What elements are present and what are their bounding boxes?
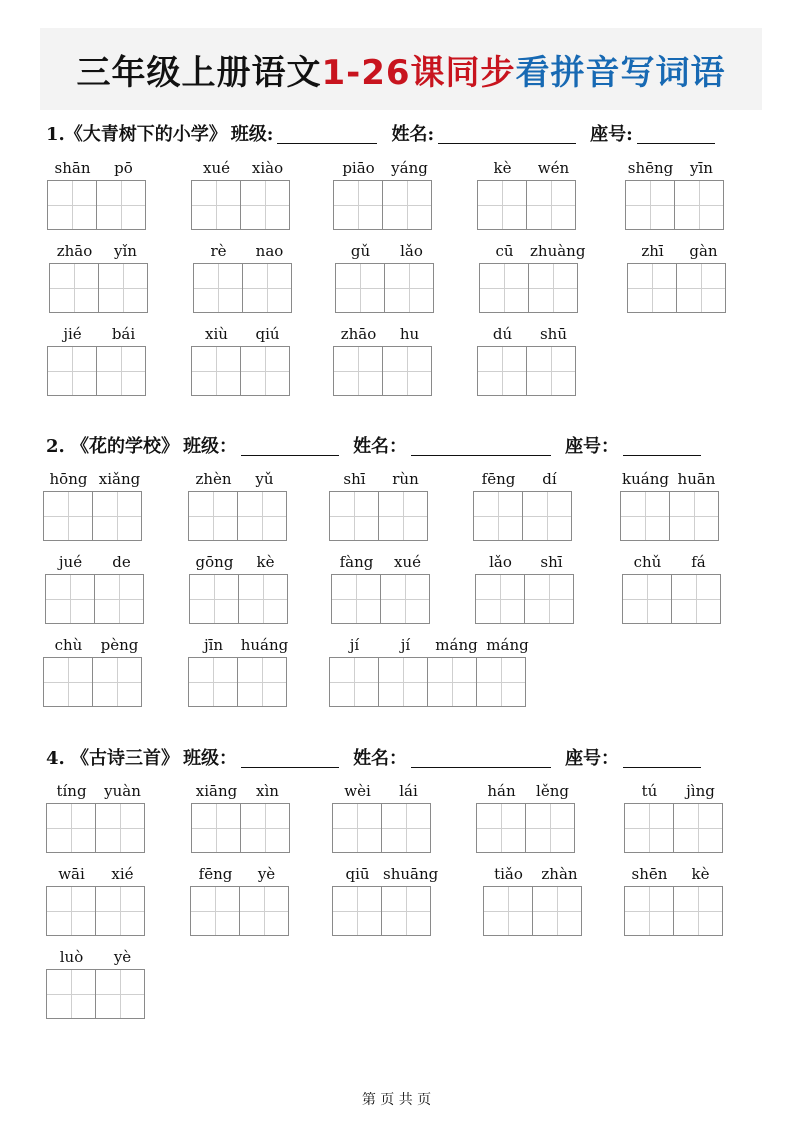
page-title-banner [40, 28, 762, 110]
pinyin-syllable: xiǎng [98, 470, 141, 488]
pinyin-syllable: jí [400, 636, 411, 654]
character-box[interactable] [378, 657, 428, 707]
character-box[interactable] [477, 346, 527, 396]
pinyin-syllable: yuàn [104, 782, 141, 800]
pinyin-row [627, 238, 729, 260]
character-box[interactable] [427, 657, 477, 707]
pinyin-syllable: xué [203, 159, 230, 177]
word-item [49, 238, 151, 313]
writing-grid [46, 886, 148, 936]
writing-grid [331, 574, 433, 624]
pinyin-syllable: máng [435, 636, 478, 654]
writing-grid [191, 180, 293, 230]
pinyin-syllable: yè [113, 948, 132, 966]
pinyin-syllable: tíng [56, 782, 87, 800]
character-box[interactable] [193, 263, 243, 313]
pinyin-syllable: pō [114, 159, 133, 177]
pinyin-syllable: chù [54, 636, 83, 654]
name-label: 姓名： [353, 748, 408, 769]
pinyin-row [476, 778, 578, 800]
writing-grid [193, 263, 295, 313]
title-part-grade: 三年级上册语文 [76, 52, 322, 93]
pinyin-syllable: lái [399, 782, 418, 800]
pinyin-syllable: cū [495, 242, 514, 260]
writing-grid [329, 491, 431, 541]
pinyin-syllable: yǐn [114, 242, 137, 260]
pinyin-syllable: fá [691, 553, 706, 571]
word-item [622, 549, 724, 624]
pinyin-syllable: xiāng [195, 782, 238, 800]
pinyin-syllable: zhī [641, 242, 664, 260]
pinyin-syllable: gōng [195, 553, 234, 571]
pinyin-syllable: tiǎo [494, 865, 523, 883]
pinyin-row [188, 466, 290, 488]
word-item [189, 549, 291, 624]
word-item [332, 778, 434, 853]
pinyin-syllable: dí [542, 470, 557, 488]
class-blank[interactable] [277, 123, 377, 144]
seat-blank[interactable] [623, 435, 701, 456]
character-box[interactable] [335, 263, 385, 313]
word-item [475, 549, 577, 624]
word-item [333, 155, 435, 230]
word-item [46, 778, 148, 853]
class-label: 班级: [230, 124, 274, 145]
pinyin-syllable: zhāo [340, 325, 377, 343]
pinyin-syllable: huān [677, 470, 716, 488]
pinyin-row [46, 944, 148, 966]
seat-blank[interactable] [637, 123, 715, 144]
writing-grid [477, 346, 579, 396]
word-item [46, 861, 148, 936]
character-box[interactable] [239, 886, 289, 936]
character-box[interactable] [673, 886, 723, 936]
character-box[interactable] [240, 346, 290, 396]
pinyin-syllable: hán [487, 782, 516, 800]
character-box[interactable] [333, 346, 383, 396]
pinyin-syllable: zhàn [541, 865, 578, 883]
word-item [473, 466, 575, 541]
pinyin-row [333, 155, 435, 177]
pinyin-row [329, 466, 431, 488]
writing-grid [188, 657, 290, 707]
pinyin-syllable: jīn [203, 636, 224, 654]
word-item [43, 632, 145, 707]
pinyin-syllable: bái [111, 325, 136, 343]
pinyin-syllable: xìn [256, 782, 279, 800]
word-item [624, 861, 726, 936]
character-box[interactable] [525, 803, 575, 853]
pinyin-row [620, 466, 722, 488]
character-box[interactable] [331, 574, 381, 624]
class-label: 班级： [183, 436, 238, 457]
pinyin-row [47, 155, 149, 177]
character-box[interactable] [92, 491, 142, 541]
word-item [47, 155, 149, 230]
pinyin-syllable: shuāng [383, 865, 439, 883]
character-box[interactable] [676, 263, 726, 313]
word-item [188, 466, 290, 541]
writing-grid [189, 574, 291, 624]
name-label: 姓名： [353, 436, 408, 457]
word-item [335, 238, 437, 313]
character-box[interactable] [242, 263, 292, 313]
writing-grid [43, 491, 145, 541]
character-box[interactable] [96, 346, 146, 396]
seat-blank[interactable] [623, 747, 701, 768]
writing-grid [46, 803, 148, 853]
lesson-heading: 4. 《古诗三首》 [46, 748, 180, 769]
pinyin-row [479, 238, 586, 260]
writing-grid [47, 346, 149, 396]
character-box[interactable] [381, 886, 431, 936]
character-box[interactable] [43, 491, 93, 541]
character-box[interactable] [95, 803, 145, 853]
section-header [46, 432, 746, 458]
character-box[interactable] [98, 263, 148, 313]
pinyin-row [329, 632, 533, 654]
pinyin-row [191, 778, 293, 800]
pinyin-row [624, 778, 726, 800]
lesson-heading: 2. 《花的学校》 [46, 436, 180, 457]
pinyin-syllable: nao [255, 242, 284, 260]
pinyin-syllable: dú [492, 325, 513, 343]
pinyin-syllable: xiù [205, 325, 228, 343]
pinyin-row [622, 549, 724, 571]
character-box[interactable] [94, 574, 144, 624]
pinyin-row [332, 778, 434, 800]
word-item [45, 549, 147, 624]
character-box[interactable] [381, 803, 431, 853]
pinyin-syllable: gǔ [350, 242, 371, 260]
pinyin-syllable: qiū [345, 865, 370, 883]
word-item [43, 466, 145, 541]
word-item [620, 466, 722, 541]
pinyin-row [43, 466, 145, 488]
pinyin-syllable: máng [486, 636, 529, 654]
writing-grid [329, 657, 533, 707]
pinyin-syllable: kuáng [622, 470, 669, 488]
character-box[interactable] [191, 346, 241, 396]
pinyin-syllable: luò [59, 948, 84, 966]
pinyin-syllable: qiú [255, 325, 280, 343]
pinyin-syllable: wāi [58, 865, 85, 883]
word-item [329, 632, 533, 707]
character-box[interactable] [329, 657, 379, 707]
pinyin-syllable: xié [111, 865, 134, 883]
pinyin-syllable: shī [540, 553, 563, 571]
character-box[interactable] [526, 346, 576, 396]
pinyin-syllable: shī [343, 470, 366, 488]
pinyin-syllable: de [112, 553, 131, 571]
pinyin-row [473, 466, 575, 488]
word-item [191, 778, 293, 853]
character-box[interactable] [240, 803, 290, 853]
character-box[interactable] [237, 491, 287, 541]
section-header [46, 120, 746, 146]
pinyin-syllable: fēng [198, 865, 233, 883]
word-item [46, 944, 148, 1019]
pinyin-syllable: shū [539, 325, 568, 343]
section-header [46, 744, 746, 770]
word-item [625, 155, 727, 230]
character-box[interactable] [43, 657, 93, 707]
word-item [624, 778, 726, 853]
character-box[interactable] [378, 491, 428, 541]
title-part-lessons: 1-26课同步 [321, 52, 516, 93]
pinyin-row [477, 155, 579, 177]
word-item [47, 321, 149, 396]
pinyin-syllable: kè [256, 553, 275, 571]
word-item [329, 466, 431, 541]
writing-grid [332, 803, 434, 853]
pinyin-syllable: lěng [536, 782, 569, 800]
pinyin-row [46, 778, 148, 800]
word-item [627, 238, 729, 313]
character-box[interactable] [526, 180, 576, 230]
pinyin-row [188, 632, 290, 654]
pinyin-syllable: yīn [690, 159, 713, 177]
character-box[interactable] [528, 263, 578, 313]
name-label: 姓名: [391, 124, 435, 145]
writing-grid [473, 491, 575, 541]
character-box[interactable] [191, 180, 241, 230]
writing-grid [43, 657, 145, 707]
word-item [191, 155, 293, 230]
character-box[interactable] [191, 803, 241, 853]
writing-grid [45, 574, 147, 624]
character-box[interactable] [237, 657, 287, 707]
pinyin-row [483, 861, 585, 883]
writing-grid [188, 491, 290, 541]
pinyin-row [47, 321, 149, 343]
word-item [483, 861, 585, 936]
character-box[interactable] [188, 657, 238, 707]
character-box[interactable] [329, 491, 379, 541]
pinyin-syllable: jié [63, 325, 82, 343]
writing-grid [47, 180, 149, 230]
writing-grid [46, 969, 148, 1019]
character-box[interactable] [95, 886, 145, 936]
seat-label: 座号： [565, 748, 620, 769]
pinyin-syllable: rè [210, 242, 227, 260]
writing-grid [625, 180, 727, 230]
word-item [477, 155, 579, 230]
pinyin-row [45, 549, 147, 571]
pinyin-syllable: gàn [689, 242, 718, 260]
pinyin-row [193, 238, 295, 260]
pinyin-syllable: chǔ [633, 553, 662, 571]
pinyin-row [189, 549, 291, 571]
character-box[interactable] [46, 969, 96, 1019]
word-item [190, 861, 292, 936]
character-box[interactable] [532, 886, 582, 936]
character-box[interactable] [333, 180, 383, 230]
writing-grid [476, 803, 578, 853]
writing-grid [477, 180, 579, 230]
pinyin-syllable: yáng [391, 159, 428, 177]
character-box[interactable] [476, 803, 526, 853]
pinyin-syllable: hu [399, 325, 420, 343]
pinyin-syllable: jué [58, 553, 83, 571]
character-box[interactable] [92, 657, 142, 707]
character-box[interactable] [476, 657, 526, 707]
pinyin-row [624, 861, 726, 883]
character-box[interactable] [625, 180, 675, 230]
character-box[interactable] [95, 969, 145, 1019]
writing-grid [624, 803, 726, 853]
pinyin-syllable: yè [257, 865, 276, 883]
writing-grid [191, 346, 293, 396]
character-box[interactable] [475, 574, 525, 624]
character-box[interactable] [483, 886, 533, 936]
pinyin-row [331, 549, 433, 571]
character-box[interactable] [477, 180, 527, 230]
pinyin-syllable: hōng [49, 470, 88, 488]
writing-grid [624, 886, 726, 936]
character-box[interactable] [190, 886, 240, 936]
pinyin-row [625, 155, 727, 177]
class-label: 班级： [183, 748, 238, 769]
word-item [477, 321, 579, 396]
pinyin-syllable: wén [537, 159, 570, 177]
pinyin-syllable: tú [641, 782, 658, 800]
writing-grid [475, 574, 577, 624]
writing-grid [620, 491, 722, 541]
pinyin-row [332, 861, 439, 883]
writing-grid [627, 263, 729, 313]
character-box[interactable] [382, 180, 432, 230]
pinyin-row [333, 321, 435, 343]
word-item [476, 778, 578, 853]
character-box[interactable] [240, 180, 290, 230]
character-box[interactable] [624, 886, 674, 936]
pinyin-row [46, 861, 148, 883]
title-part-task: 看拼音写词语 [515, 52, 726, 93]
pinyin-syllable: shēn [631, 865, 668, 883]
pinyin-syllable: yǔ [255, 470, 274, 488]
writing-grid [190, 886, 292, 936]
writing-grid [622, 574, 724, 624]
pinyin-syllable: jìng [686, 782, 715, 800]
pinyin-syllable: lǎo [489, 553, 512, 571]
character-box[interactable] [671, 574, 721, 624]
character-box[interactable] [380, 574, 430, 624]
seat-label: 座号: [590, 124, 633, 145]
character-box[interactable] [473, 491, 523, 541]
writing-grid [335, 263, 437, 313]
word-item [193, 238, 295, 313]
word-item [332, 861, 439, 936]
pinyin-syllable: pèng [100, 636, 139, 654]
character-box[interactable] [96, 180, 146, 230]
character-box[interactable] [620, 491, 670, 541]
page-footer: 第 页 共 页 [361, 1092, 432, 1108]
pinyin-row [191, 155, 293, 177]
character-box[interactable] [189, 574, 239, 624]
character-box[interactable] [47, 346, 97, 396]
writing-grid [49, 263, 151, 313]
pinyin-row [477, 321, 579, 343]
pinyin-row [335, 238, 437, 260]
pinyin-row [475, 549, 577, 571]
seat-label: 座号： [565, 436, 620, 457]
character-box[interactable] [45, 574, 95, 624]
character-box[interactable] [673, 803, 723, 853]
writing-grid [333, 346, 435, 396]
pinyin-syllable: zhuàng [530, 242, 586, 260]
character-box[interactable] [47, 180, 97, 230]
word-item [191, 321, 293, 396]
pinyin-row [191, 321, 293, 343]
character-box[interactable] [627, 263, 677, 313]
pinyin-syllable: fēng [481, 470, 516, 488]
character-box[interactable] [46, 803, 96, 853]
pinyin-syllable: wèi [344, 782, 371, 800]
pinyin-syllable: huáng [240, 636, 289, 654]
pinyin-syllable: piāo [342, 159, 375, 177]
pinyin-syllable: jí [349, 636, 360, 654]
character-box[interactable] [524, 574, 574, 624]
character-box[interactable] [188, 491, 238, 541]
pinyin-syllable: zhèn [195, 470, 232, 488]
word-item [479, 238, 586, 313]
pinyin-syllable: shēng [627, 159, 674, 177]
pinyin-row [49, 238, 151, 260]
lesson-heading: 1.《大青树下的小学》 [46, 124, 227, 145]
class-blank[interactable] [241, 747, 339, 768]
pinyin-syllable: xué [394, 553, 421, 571]
writing-grid [332, 886, 434, 936]
pinyin-syllable: xiào [251, 159, 284, 177]
character-box[interactable] [479, 263, 529, 313]
name-blank[interactable] [438, 123, 576, 144]
character-box[interactable] [624, 803, 674, 853]
writing-grid [483, 886, 585, 936]
word-item [188, 632, 290, 707]
character-box[interactable] [622, 574, 672, 624]
writing-grid [191, 803, 293, 853]
character-box[interactable] [238, 574, 288, 624]
pinyin-syllable: shān [54, 159, 91, 177]
character-box[interactable] [332, 803, 382, 853]
writing-grid [479, 263, 581, 313]
name-blank[interactable] [411, 435, 551, 456]
class-blank[interactable] [241, 435, 339, 456]
character-box[interactable] [674, 180, 724, 230]
pinyin-syllable: fàng [339, 553, 374, 571]
pinyin-row [190, 861, 292, 883]
character-box[interactable] [46, 886, 96, 936]
character-box[interactable] [382, 346, 432, 396]
character-box[interactable] [522, 491, 572, 541]
pinyin-row [43, 632, 145, 654]
pinyin-syllable: kè [493, 159, 512, 177]
character-box[interactable] [384, 263, 434, 313]
character-box[interactable] [669, 491, 719, 541]
character-box[interactable] [49, 263, 99, 313]
pinyin-syllable: zhāo [56, 242, 93, 260]
name-blank[interactable] [411, 747, 551, 768]
pinyin-syllable: kè [691, 865, 710, 883]
word-item [331, 549, 433, 624]
writing-grid [333, 180, 435, 230]
pinyin-syllable: lǎo [400, 242, 423, 260]
character-box[interactable] [332, 886, 382, 936]
pinyin-syllable: rùn [392, 470, 419, 488]
word-item [333, 321, 435, 396]
